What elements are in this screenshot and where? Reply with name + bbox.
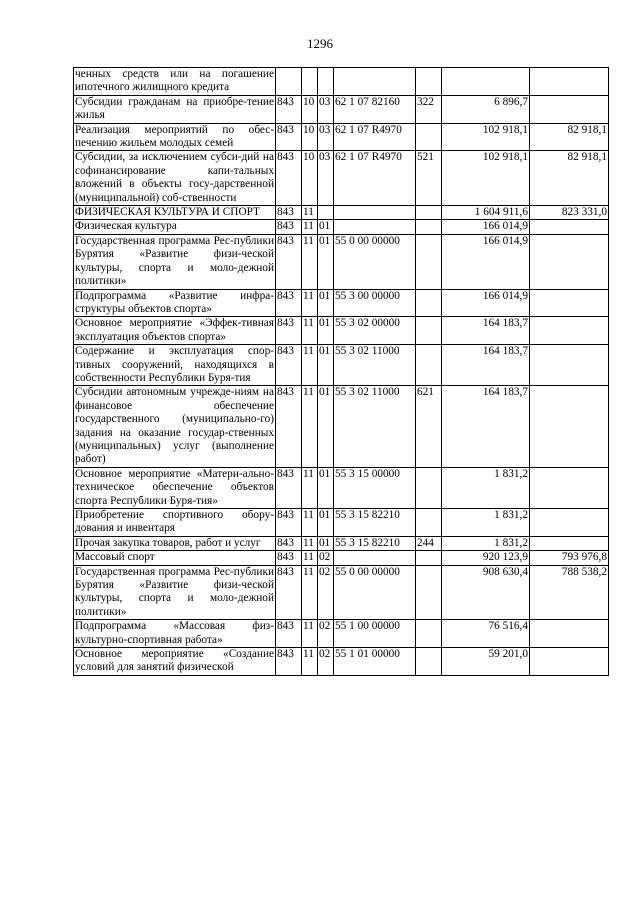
expense-type-cell: 521 [416, 151, 442, 206]
expense-type-cell [416, 620, 442, 648]
ministry-code-cell: 843 [276, 565, 302, 620]
target-article-cell: 55 3 15 00000 [334, 467, 416, 508]
section-code-cell: 11 [302, 648, 318, 676]
table-row [74, 386, 609, 467]
amount-federal-cell [530, 648, 609, 676]
target-article-cell: 55 3 15 82210 [334, 536, 416, 550]
table-row [74, 467, 609, 508]
amount-total-cell: 166 014,9 [442, 289, 530, 317]
ministry-code-cell: 843 [276, 345, 302, 386]
row-name-cell: Массовый спорт [74, 551, 276, 565]
section-code-cell: 11 [302, 386, 318, 467]
section-code-cell: 11 [302, 206, 318, 220]
subsection-code-cell: 01 [318, 317, 334, 345]
table-row [74, 620, 609, 648]
ministry-code-cell: 843 [276, 467, 302, 508]
target-article-cell: 55 1 01 00000 [334, 648, 416, 676]
ministry-code-cell: 843 [276, 536, 302, 550]
subsection-code-cell: 03 [318, 123, 334, 151]
ministry-code-cell: 843 [276, 234, 302, 289]
amount-total-cell: 59 201,0 [442, 648, 530, 676]
row-name-cell: Физическая культура [74, 220, 276, 234]
expense-type-cell [416, 206, 442, 220]
expense-type-cell: 322 [416, 95, 442, 123]
target-article-cell: 62 1 07 R4970 [334, 123, 416, 151]
ministry-code-cell: 843 [276, 509, 302, 537]
section-code-cell: 11 [302, 345, 318, 386]
section-code-cell: 10 [302, 95, 318, 123]
target-article-cell: 55 3 15 82210 [334, 509, 416, 537]
expense-type-cell [416, 467, 442, 508]
row-name-cell: Субсидии автономным учрежде-ниям на финансовое обеспечение государственного (муниципально-го) задания на оказание государ-ственных (муниципальных) услуг (выполнение работ) [75, 386, 274, 466]
target-article-cell [334, 220, 416, 234]
ministry-code-cell: 843 [276, 95, 302, 123]
row-name-cell: Прочая закупка товаров, работ и услуг [74, 536, 276, 550]
amount-federal-cell [530, 317, 609, 345]
amount-federal-cell [530, 289, 609, 317]
amount-federal-cell [530, 234, 609, 289]
amount-total-cell: 920 123,9 [442, 551, 530, 565]
amount-total-cell: 164 183,7 [442, 345, 530, 386]
target-article-cell: 55 3 02 11000 [334, 345, 416, 386]
target-article-cell: 55 0 00 00000 [334, 565, 416, 620]
amount-total-cell: 102 918,1 [442, 151, 530, 206]
table-row [74, 206, 609, 220]
subsection-code-cell: 01 [318, 509, 334, 537]
amount-total-cell: 164 183,7 [442, 317, 530, 345]
table-row [74, 317, 609, 345]
table-row [74, 509, 609, 537]
section-code-cell: 11 [302, 467, 318, 508]
target-article-cell: 62 1 07 R4970 [334, 151, 416, 206]
target-article-cell: 55 3 02 11000 [334, 386, 416, 467]
section-code-cell: 11 [302, 220, 318, 234]
subsection-code-cell: 02 [318, 648, 334, 676]
table-row [74, 551, 609, 565]
ministry-code-cell: 843 [276, 220, 302, 234]
row-name-cell: Подпрограмма «Массовая физ-культурно-спортивная работа» [75, 620, 274, 646]
target-article-cell: 55 3 00 00000 [334, 289, 416, 317]
expense-type-cell [416, 234, 442, 289]
expense-type-cell [416, 220, 442, 234]
subsection-code-cell: 02 [318, 565, 334, 620]
row-name-cell: Реализация мероприятий по обес-печению жильем молодых семей [75, 123, 274, 150]
amount-total-cell [442, 68, 530, 96]
section-code-cell: 11 [302, 551, 318, 565]
amount-total-cell: 908 630,4 [442, 565, 530, 620]
target-article-cell [334, 68, 416, 96]
amount-federal-cell: 82 918,1 [530, 151, 609, 206]
expense-type-cell [416, 509, 442, 537]
expense-type-cell [416, 648, 442, 676]
ministry-code-cell: 843 [276, 620, 302, 648]
section-code-cell: 11 [302, 317, 318, 345]
amount-federal-cell: 82 918,1 [530, 123, 609, 151]
amount-federal-cell: 788 538,2 [530, 565, 609, 620]
expense-type-cell [416, 123, 442, 151]
table-row [74, 345, 609, 386]
ministry-code-cell: 843 [276, 386, 302, 467]
expense-type-cell [416, 68, 442, 96]
table-row [74, 151, 609, 206]
amount-total-cell: 1 831,2 [442, 467, 530, 508]
subsection-code-cell: 03 [318, 95, 334, 123]
ministry-code-cell: 843 [276, 206, 302, 220]
ministry-code-cell: 843 [276, 289, 302, 317]
ministry-code-cell [276, 68, 302, 96]
amount-federal-cell [530, 509, 609, 537]
row-name-cell: Подпрограмма «Развитие инфра-структуры объектов спорта» [75, 289, 274, 315]
subsection-code-cell: 01 [318, 289, 334, 317]
ministry-code-cell: 843 [276, 551, 302, 565]
amount-total-cell: 76 516,4 [442, 620, 530, 648]
target-article-cell [334, 206, 416, 220]
row-name-cell: Субсидии, за исключением субси-дий на софинансирование капи-тальных вложений в объекты госу-дарственной (муниципальной) соб-ственности [75, 151, 274, 204]
subsection-code-cell [318, 206, 334, 220]
amount-total-cell: 1 831,2 [442, 509, 530, 537]
amount-federal-cell [530, 467, 609, 508]
table-row [74, 289, 609, 317]
subsection-code-cell: 01 [318, 536, 334, 550]
section-code-cell: 10 [302, 123, 318, 151]
row-name-cell: Основное мероприятие «Матери-ально-техническое обеспечение объектов спорта Республики Буря-тия» [75, 467, 274, 507]
expense-type-cell [416, 317, 442, 345]
amount-federal-cell: 823 331,0 [530, 206, 609, 220]
subsection-code-cell: 03 [318, 151, 334, 206]
amount-total-cell: 166 014,9 [442, 234, 530, 289]
amount-total-cell: 6 896,7 [442, 95, 530, 123]
amount-federal-cell [530, 95, 609, 123]
target-article-cell [334, 551, 416, 565]
row-name-cell: Государственная программа Рес-публики Бурятия «Развитие физи-ческой культуры, спорта и моло-дежной политики» [75, 234, 274, 288]
row-name-cell: Основное мероприятие «Эффек-тивная эксплуатация объектов спорта» [75, 317, 274, 343]
table-row [74, 95, 609, 123]
section-code-cell: 11 [302, 509, 318, 537]
ministry-code-cell: 843 [276, 317, 302, 345]
amount-federal-cell [530, 345, 609, 386]
amount-federal-cell [530, 220, 609, 234]
table-row [74, 648, 609, 676]
subsection-code-cell: 02 [318, 551, 334, 565]
amount-federal-cell [530, 620, 609, 648]
amount-federal-cell: 793 976,8 [530, 551, 609, 565]
subsection-code-cell: 01 [318, 220, 334, 234]
amount-federal-cell [530, 68, 609, 96]
amount-federal-cell [530, 536, 609, 550]
section-code-cell: 10 [302, 151, 318, 206]
row-name-cell: ченных средств или на погашение ипотечного жилищного кредита [75, 68, 274, 94]
subsection-code-cell: 01 [318, 345, 334, 386]
ministry-code-cell: 843 [276, 648, 302, 676]
subsection-code-cell: 01 [318, 386, 334, 467]
section-code-cell: 11 [302, 565, 318, 620]
row-name-cell: ФИЗИЧЕСКАЯ КУЛЬТУРА И СПОРТ [74, 206, 276, 220]
section-code-cell [302, 68, 318, 96]
ministry-code-cell: 843 [276, 123, 302, 151]
expense-type-cell: 621 [416, 386, 442, 467]
table-row [74, 123, 609, 151]
subsection-code-cell: 02 [318, 620, 334, 648]
amount-total-cell: 164 183,7 [442, 386, 530, 467]
row-name-cell: Государственная программа Рес-публики Бурятия «Развитие физи-ческой культуры, спорта и моло-дежной политики» [75, 565, 274, 618]
expense-type-cell [416, 345, 442, 386]
expense-type-cell [416, 289, 442, 317]
row-name-cell: Содержание и эксплуатация спор-тивных сооружений, находящихся в собственности Республики Буря-тия [75, 345, 274, 384]
table-row [74, 220, 609, 234]
section-code-cell: 11 [302, 620, 318, 648]
target-article-cell: 55 0 00 00000 [334, 234, 416, 289]
amount-total-cell: 1 604 911,6 [442, 206, 530, 220]
section-code-cell: 11 [302, 289, 318, 317]
amount-total-cell: 166 014,9 [442, 220, 530, 234]
target-article-cell: 62 1 07 82160 [334, 95, 416, 123]
target-article-cell: 55 3 02 00000 [334, 317, 416, 345]
ministry-code-cell: 843 [276, 151, 302, 206]
row-name-cell: Субсидии гражданам на приобре-тение жилья [75, 95, 274, 122]
amount-total-cell: 102 918,1 [442, 123, 530, 151]
subsection-code-cell: 01 [318, 467, 334, 508]
amount-federal-cell [530, 386, 609, 467]
expense-type-cell [416, 565, 442, 620]
section-code-cell: 11 [302, 234, 318, 289]
subsection-code-cell: 01 [318, 234, 334, 289]
table-row [74, 68, 609, 96]
budget-table [73, 67, 609, 676]
page-number: 1296 [307, 36, 333, 51]
row-name-cell: Приобретение спортивного обору-дования и инвентаря [75, 509, 274, 535]
row-name-cell: Основное мероприятие «Создание условий для занятий физической [75, 648, 274, 674]
table-row [74, 536, 609, 550]
expense-type-cell: 244 [416, 536, 442, 550]
subsection-code-cell [318, 68, 334, 96]
section-code-cell: 11 [302, 536, 318, 550]
table-row [74, 565, 609, 620]
table-row [74, 234, 609, 289]
expense-type-cell [416, 551, 442, 565]
target-article-cell: 55 1 00 00000 [334, 620, 416, 648]
amount-total-cell: 1 831,2 [442, 536, 530, 550]
